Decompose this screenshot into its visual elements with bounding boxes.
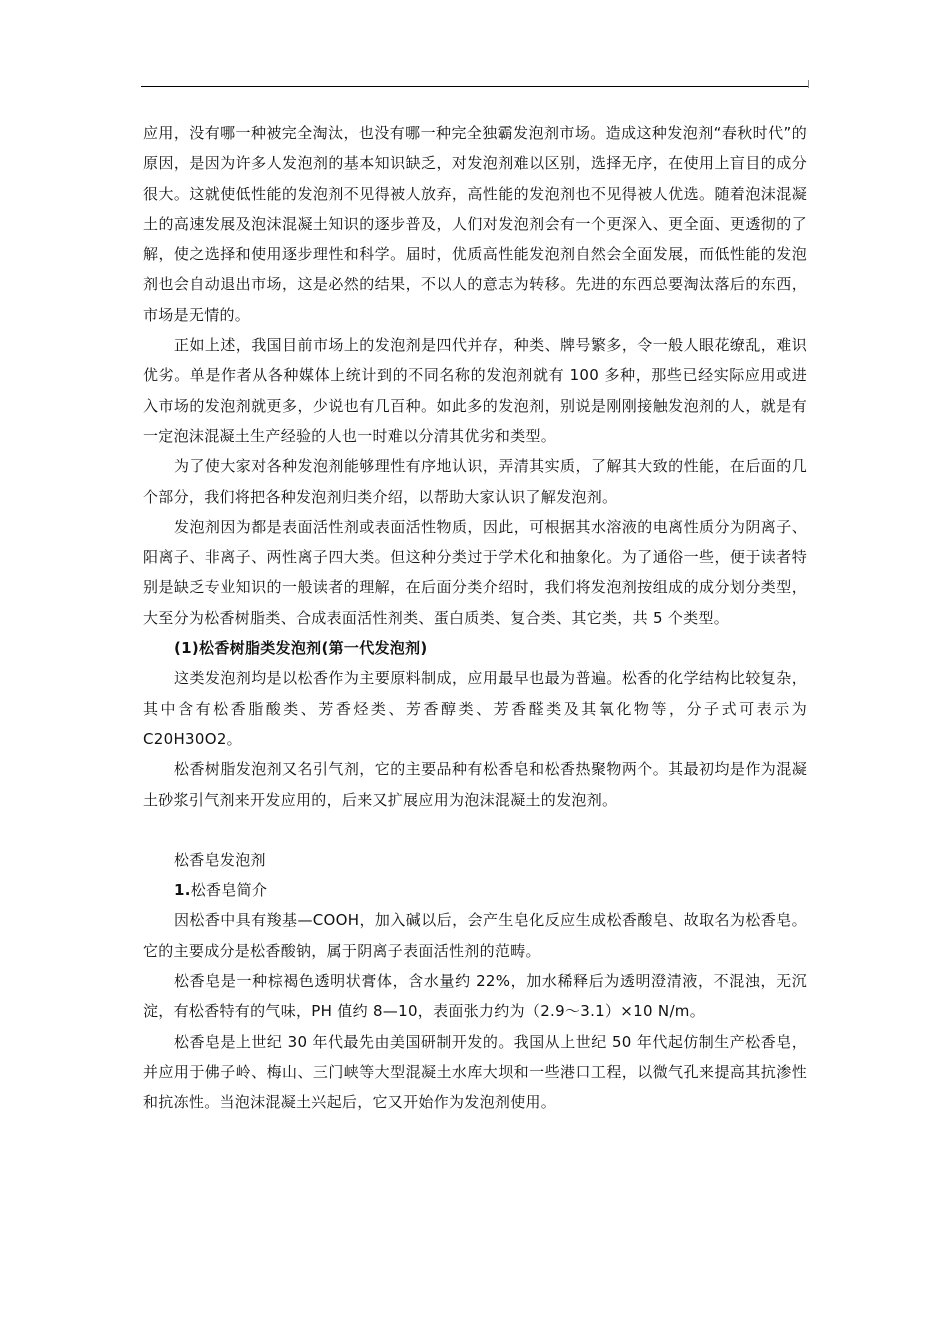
paragraph-2: 正如上述，我国目前市场上的发泡剂是四代并存，种类、牌号繁多，令一般人眼花缭乱，难识优劣。单是作者从各种媒体上统计到的不同名称的发泡剂就有 100 多种，那些已经实际应用或进入市场的发泡剂就更多，少说也有几百种。如此多的发泡剂，别说是刚刚接触发泡剂的人，就是有一定泡沫混凝土生产经验的人也一时难以分清其优劣和类型。 [143, 336, 807, 445]
paragraph-1: 应用，没有哪一种被完全淘汰，也没有哪一种完全独霸发泡剂市场。造成这种发泡剂“春秋时代”的原因，是因为许多人发泡剂的基本知识缺乏，对发泡剂难以区别，选择无序，在使用上盲目的成分很大。这就使低性能的发泡剂不见得被人放弃，高性能的发泡剂也不见得被人优选。随着泡沫混凝土的高速发展及泡沫混凝土知识的逐步普及，人们对发泡剂会有一个更深入、更全面、更透彻的了解，使之选择和使用逐步理性和科学。届时，优质高性能发泡剂自然会全面发展，而低性能的发泡剂也会自动退出市场，这是必然的结果，不以人的意志为转移。先进的东西总要淘汰落后的东西，市场是无情的。 [143, 124, 807, 324]
paragraph-6: 这类发泡剂均是以松香作为主要原料制成，应用最早也最为普遍。松香的化学结构比较复杂，其中含有松香脂酸类、芳香烃类、芳香醇类、芳香醛类及其氧化物等，分子式可表示为 C20H30O2。 [143, 669, 807, 748]
paragraph-10: 松香皂是上世纪 30 年代最先由美国研制开发的。我国从上世纪 50 年代起仿制生产松香皂，并应用于佛子岭、梅山、三门峡等大型混凝土水库大坝和一些港口工程，以微气孔来提高其抗渗性和抗冻性。当泡沫混凝土兴起后，它又开始作为发泡剂使用。 [143, 1032, 807, 1112]
sub-heading [143, 875, 807, 905]
paragraph-4: 发泡剂因为都是表面活性剂或表面活性物质，因此，可根据其水溶液的电离性质分为阴离子、阳离子、非离子、两性离子四大类。但这种分类过于学术化和抽象化。为了通俗一些，便于读者特别是缺乏专业知识的一般读者的理解，在后面分类介绍时，我们将发泡剂按组成的成分划分类型，大至分为松香树脂类、合成表面活性剂类、蛋白质类、复合类、其它类，共 5 个类型。 [143, 517, 807, 627]
section-title: 松香皂发泡剂 [174, 850, 266, 869]
blank-line [143, 815, 807, 845]
paragraph-8: 因松香中具有羧基—COOH，加入碱以后，会产生皂化反应生成松香酸皂、故取名为松香皂。它的主要成分是松香酸钠，属于阴离子表面活性剂的范畴。 [143, 911, 807, 960]
header-rule-tick [808, 80, 809, 88]
document-body [143, 118, 807, 1118]
paragraph-3: 为了使大家对各种发泡剂能够理性有序地认识，弄清其实质，了解其大致的性能，在后面的几个部分，我们将把各种发泡剂归类介绍，以帮助大家认识了解发泡剂。 [143, 457, 807, 506]
heading-rosin-resin-foaming-agent: (1)松香树脂类发泡剂(第一代发泡剂) [174, 639, 428, 658]
sub-heading-text: 松香皂简介 [190, 881, 268, 900]
header-rule [141, 86, 809, 87]
paragraph-9: 松香皂是一种棕褐色透明状膏体，含水量约 22%，加水稀释后为透明澄清液，不混浊，无沉淀，有松香特有的气味，PH 值约 8—10，表面张力约为（2.9～3.1）×10 N/m。 [143, 972, 807, 1021]
paragraph-7: 松香树脂发泡剂又名引气剂，它的主要品种有松香皂和松香热聚物两个。其最初均是作为混凝土砂浆引气剂来开发应用的，后来又扩展应用为泡沫混凝土的发泡剂。 [143, 760, 807, 809]
sub-heading-number: 1. [174, 881, 191, 900]
